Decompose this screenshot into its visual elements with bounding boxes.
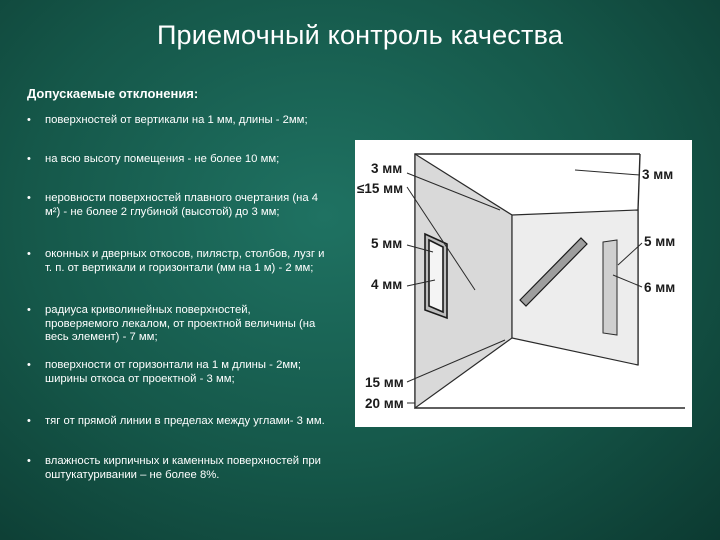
list-item-text: тяг от прямой линии в пределах между углами- 3 мм. bbox=[45, 415, 325, 427]
bullet-icon: • bbox=[27, 114, 31, 126]
dim-label-left-bot-1: 15 мм bbox=[365, 375, 404, 390]
list-item-text: влажность кирпичных и каменных поверхностей при оштукатуривании – не более 8%. bbox=[45, 455, 321, 481]
dim-label-right-mid: 5 мм bbox=[644, 234, 676, 249]
bullet-icon: • bbox=[27, 153, 31, 165]
page-title: Приемочный контроль качества bbox=[156, 20, 564, 50]
bullet-icon: • bbox=[27, 455, 31, 467]
list-item-text: оконных и дверных откосов, пилястр, столбов, лузг и т. п. от вертикали и горизонтали (мм на 1 м) - 2 мм; bbox=[45, 248, 325, 274]
deviations-heading: Допускаемые отклонения: bbox=[27, 86, 199, 101]
bullet-icon: • bbox=[27, 359, 31, 371]
room-deviation-diagram bbox=[355, 140, 692, 427]
list-item bbox=[27, 114, 327, 128]
pilaster bbox=[603, 240, 617, 335]
room-sketch bbox=[355, 140, 692, 427]
list-item bbox=[27, 455, 327, 482]
back-wall bbox=[512, 210, 638, 365]
dim-label-left-bot-2: 20 мм bbox=[365, 396, 404, 411]
dim-label-left-mid-2: 4 мм bbox=[371, 277, 403, 292]
corner-line bbox=[638, 154, 640, 210]
list-item-text: поверхности от горизонтали на 1 м длины - 2мм; ширины откоса от проектной - 3 мм; bbox=[45, 359, 302, 385]
leader-line bbox=[575, 170, 640, 175]
bullet-icon: • bbox=[27, 192, 31, 204]
list-item bbox=[27, 304, 327, 345]
dim-label-left-top-1: 3 мм bbox=[371, 161, 403, 176]
list-item bbox=[27, 359, 327, 386]
list-item-text: поверхностей от вертикали на 1 мм, длины - 2мм; bbox=[45, 114, 308, 126]
window-pane bbox=[429, 240, 443, 312]
dim-label-left-mid-1: 5 мм bbox=[371, 236, 403, 251]
list-item bbox=[27, 415, 327, 429]
list-item-text: неровности поверхностей плавного очертания (на 4 м²) - не более 2 глубиной (высотой) до 3 мм; bbox=[45, 192, 319, 218]
dim-label-right-low: 6 мм bbox=[644, 280, 676, 295]
list-item-text: на всю высоту помещения - не более 10 мм; bbox=[45, 153, 280, 165]
bullet-icon: • bbox=[27, 415, 31, 427]
dim-label-right-top: 3 мм bbox=[642, 167, 674, 182]
list-item bbox=[27, 153, 327, 167]
list-item-text: радиуса криволинейных поверхностей, проверяемого лекалом, от проектной величины (на весь элемент) - 7 мм; bbox=[45, 304, 316, 344]
list-item bbox=[27, 192, 327, 219]
list-item bbox=[27, 248, 327, 275]
bullet-icon: • bbox=[27, 304, 31, 316]
bullet-icon: • bbox=[27, 248, 31, 260]
dim-label-left-top-2: ≤15 мм bbox=[357, 181, 404, 196]
